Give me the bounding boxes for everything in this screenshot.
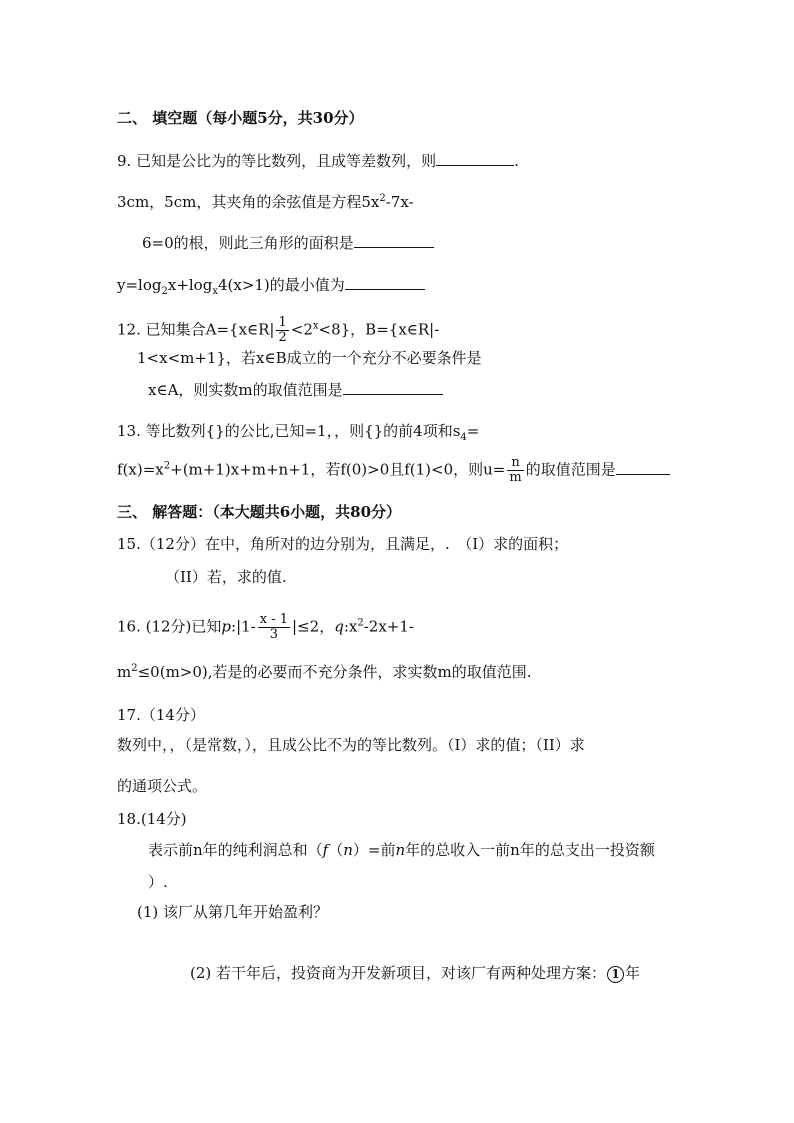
q12-c: <8}，B={x∈R|- (318, 320, 440, 339)
question-18-line2: ）. (148, 873, 168, 891)
q18-part2-text: (2) 若干年后，投资商为开发新项目，对该厂有两种处理方案： (190, 964, 607, 982)
question-12-line3 (148, 380, 443, 400)
frac-num: x - 1 (259, 612, 289, 627)
frac-den: 2 (278, 330, 287, 345)
question-14 (117, 456, 670, 492)
answer-blank (616, 460, 670, 475)
circled-number: 1 (607, 966, 624, 983)
question-17-line2: 的通项公式。 (117, 777, 208, 795)
q12-line3-text: x∈A，则实数m的取值范围是 (148, 381, 343, 399)
q13-text: 13. 等比数列{}的公比,已知=1，，则{}的前4项和s (117, 422, 461, 440)
q18-line1a: 表示前n年的纯利润总和（ (148, 841, 323, 859)
q16-sup: 2 (357, 617, 364, 629)
question-12-line1 (117, 316, 439, 348)
question-9 (117, 151, 519, 171)
frac-den: m (509, 470, 522, 485)
question-15-line2: （II）若，求的值. (165, 568, 287, 586)
q16-a: 16. (12分)已知 (117, 617, 222, 636)
q13-tail: = (466, 422, 480, 440)
q16-line2b: ≤0(m>0),若是的必要而不充分条件，求实数m的取值范围. (137, 663, 532, 681)
q10-sup: 2 (379, 193, 386, 204)
question-18-head: 18.(14分) (117, 810, 187, 828)
question-16-line2 (117, 662, 532, 682)
q16-c: |≤2， (292, 617, 335, 636)
q10-tail: -7x- (385, 193, 414, 211)
q18-line1d: 年的总收入一前n年的总支出一投资额 (405, 841, 655, 859)
q14-b: +(m+1)x+m+n+1，若f(0)>0且f(1)<0，则u= (170, 460, 506, 479)
frac-num: 1 (278, 315, 287, 330)
question-18-line1 (148, 840, 655, 860)
question-18-part1: (1) 该厂从第几年开始盈利？ (137, 903, 329, 921)
q10-line2-text: 6=0的根，则此三角形的面积是 (142, 234, 354, 252)
q18-n2: n (395, 841, 406, 859)
q14-sup: 2 (163, 460, 171, 472)
question-16-line1 (117, 613, 414, 649)
q12-sup: x (312, 320, 319, 332)
q16-p: p (221, 617, 232, 636)
answer-blank (436, 151, 514, 166)
q18-line1b: （ (328, 841, 344, 859)
question-18-part2 (190, 963, 640, 983)
q12-b: <2 (290, 320, 313, 339)
answer-blank (345, 275, 425, 290)
frac-num: n (507, 456, 523, 471)
q16-b: :|1- (231, 617, 256, 636)
q18-line1c: ）=前 (352, 841, 396, 859)
q16-sup2: 2 (131, 663, 138, 674)
question-13 (117, 421, 479, 441)
q9-text: 9. 已知是公比为的等比数列，且成等差数列，则 (117, 152, 437, 170)
section-title-solutions: 三、 解答题：（本大题共6小题，共80分） (117, 503, 402, 521)
question-17-line1: 数列中，，（是常数，），且成公比不为的等比数列。（I）求的值；（II）求 (117, 736, 585, 754)
answer-blank (343, 380, 443, 395)
q10-text: 3cm，5cm，其夹角的余弦值是方程5x (117, 193, 380, 211)
q18-f: f (322, 841, 329, 859)
answer-blank (354, 233, 434, 248)
section-title-fill-in: 二、 填空题（每小题5分，共30分） (117, 109, 364, 127)
q14-a: f(x)=x (117, 460, 164, 479)
question-17-head: 17.（14分） (117, 706, 205, 724)
question-15-line1: 15.（12分）在中，角所对的边分别为，且满足，. （I）求的面积； (117, 535, 569, 553)
q16-line2a: m (117, 663, 132, 681)
fraction-n-over-m (507, 456, 523, 485)
fraction-x-minus-1-over-3 (258, 613, 290, 642)
q11-sub2: x (212, 286, 218, 297)
fraction-one-half (276, 316, 288, 345)
q11-a: y=log (117, 276, 162, 294)
q16-e: -2x+1- (363, 617, 414, 636)
question-10-line1 (117, 192, 414, 212)
q16-d: :x (343, 617, 358, 636)
question-10-line2 (142, 233, 434, 253)
q9-tail: . (514, 152, 519, 170)
q11-c: 4(x>1)的最小值为 (217, 276, 345, 294)
question-11 (117, 275, 425, 295)
q18-n: n (343, 841, 353, 859)
q11-sub1: 2 (161, 286, 168, 297)
question-12-line2: 1<x<m+1}，若x∈B成立的一个充分不必要条件是 (137, 349, 482, 367)
frac-den: 3 (269, 627, 279, 642)
q14-c: 的取值范围是 (525, 460, 616, 479)
q12-a: 12. 已知集合A={x∈R| (117, 320, 275, 339)
q16-q: q (334, 617, 344, 636)
q13-sub: 4 (460, 432, 467, 443)
q11-b: x+log (167, 276, 213, 294)
q18-part2-tail: 年 (625, 964, 641, 982)
